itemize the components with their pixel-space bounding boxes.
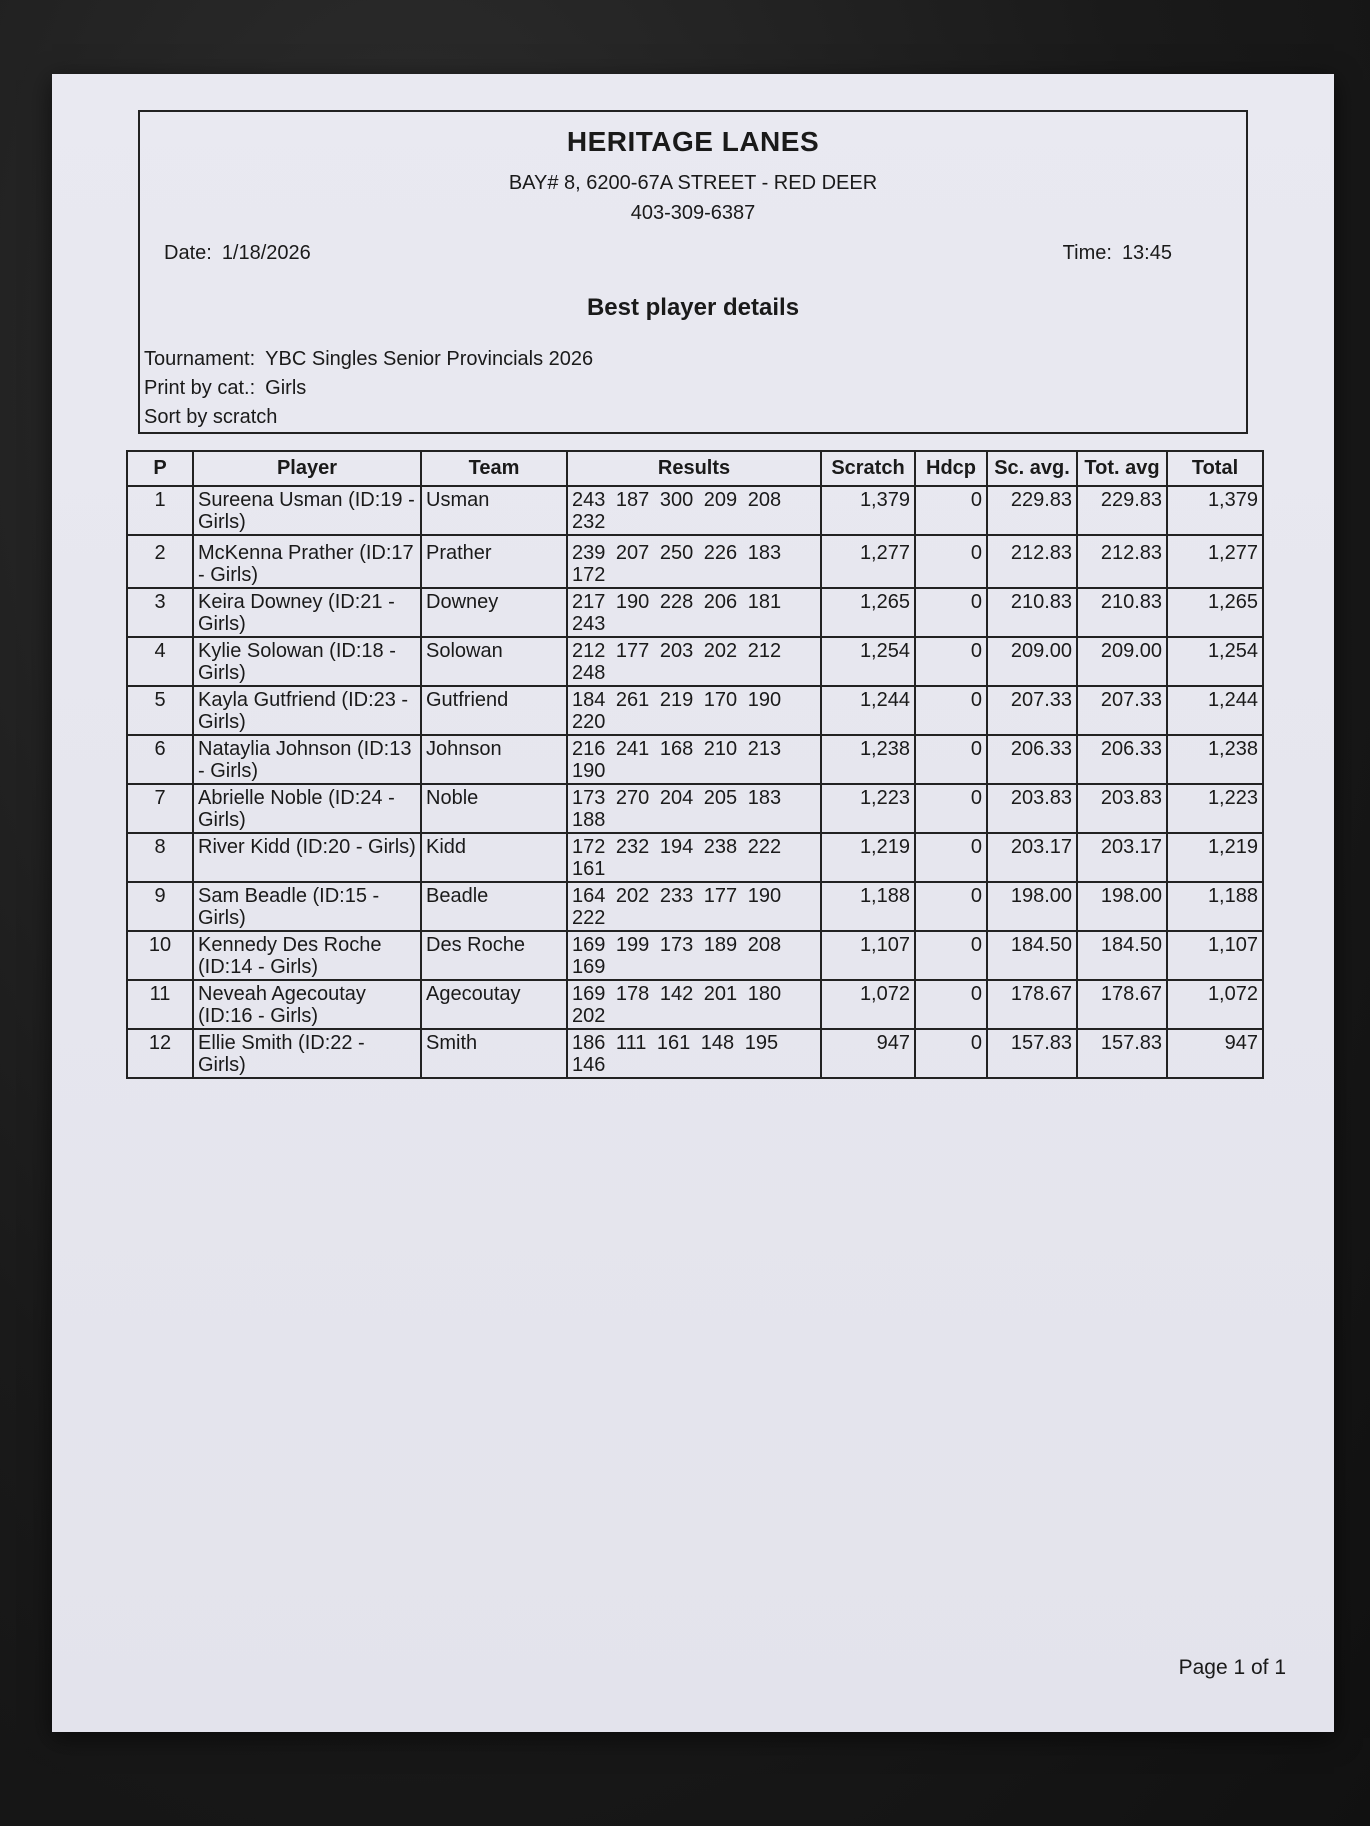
position-cell: 2 [127,535,193,588]
scratch-cell: 1,265 [821,588,915,637]
position-cell: 7 [127,784,193,833]
team-cell: Usman [421,486,567,535]
total-cell: 1,223 [1167,784,1263,833]
total-cell: 1,254 [1167,637,1263,686]
venue-name: HERITAGE LANES [566,126,820,157]
team-cell: Beadle [421,882,567,931]
results-cell: 243 187 300 209 208 232 [567,486,821,535]
page-number: Page 1 of 1 [1178,1656,1286,1679]
total-average-cell: 209.00 [1077,637,1167,686]
total-average-cell: 203.83 [1077,784,1167,833]
column-header-tot-avg: Tot. avg [1077,451,1167,486]
scratch-average-cell: 203.17 [987,833,1077,882]
hdcp-cell: 0 [915,833,987,882]
report-time [1063,242,1172,265]
position-cell: 4 [127,637,193,686]
table-row [127,735,1263,784]
team-cell: Des Roche [421,931,567,980]
player-cell: Keira Downey (ID:21 - Girls) [193,588,421,637]
scratch-cell: 1,219 [821,833,915,882]
team-cell: Smith [421,1029,567,1078]
player-cell: Kennedy Des Roche (ID:14 - Girls) [193,931,421,980]
team-cell: Johnson [421,735,567,784]
scratch-average-cell: 209.00 [987,637,1077,686]
position-cell: 8 [127,833,193,882]
player-cell: Sam Beadle (ID:15 - Girls) [193,882,421,931]
scratch-average-cell: 229.83 [987,486,1077,535]
scratch-cell: 1,223 [821,784,915,833]
hdcp-cell: 0 [915,784,987,833]
printed-report-page [52,74,1334,1732]
scratch-average-cell: 203.83 [987,784,1077,833]
results-cell: 216 241 168 210 213 190 [567,735,821,784]
player-cell: River Kidd (ID:20 - Girls) [193,833,421,882]
player-cell: Abrielle Noble (ID:24 - Girls) [193,784,421,833]
hdcp-cell: 0 [915,882,987,931]
team-cell: Noble [421,784,567,833]
report-header [138,110,1248,434]
total-average-cell: 212.83 [1077,535,1167,588]
scratch-average-cell: 212.83 [987,535,1077,588]
results-cell: 184 261 219 170 190 220 [567,686,821,735]
sort-line: Sort by scratch [144,406,278,428]
scratch-average-cell: 157.83 [987,1029,1077,1078]
total-cell: 1,188 [1167,882,1263,931]
scratch-cell: 1,188 [821,882,915,931]
scratch-cell: 1,379 [821,486,915,535]
results-cell: 169 199 173 189 208 169 [567,931,821,980]
team-cell: Gutfriend [421,686,567,735]
position-cell: 9 [127,882,193,931]
table-row [127,931,1263,980]
position-cell: 5 [127,686,193,735]
team-cell: Solowan [421,637,567,686]
player-cell: Sureena Usman (ID:19 - Girls) [193,486,421,535]
date-value: 1/18/2026 [221,242,311,264]
results-cell: 186 111 161 148 195 146 [567,1029,821,1078]
total-cell: 1,244 [1167,686,1263,735]
total-cell: 1,379 [1167,486,1263,535]
hdcp-cell: 0 [915,637,987,686]
time-label: Time: [1062,242,1112,264]
player-cell: McKenna Prather (ID:17 - Girls) [193,535,421,588]
table-row [127,588,1263,637]
results-cell: 164 202 233 177 190 222 [567,882,821,931]
results-table [126,450,1264,1079]
table-row [127,882,1263,931]
tournament-line [144,348,593,371]
scratch-average-cell: 206.33 [987,735,1077,784]
scratch-average-cell: 207.33 [987,686,1077,735]
total-cell: 1,107 [1167,931,1263,980]
total-average-cell: 198.00 [1077,882,1167,931]
total-cell: 1,265 [1167,588,1263,637]
scratch-cell: 1,277 [821,535,915,588]
category-line [144,377,306,400]
hdcp-cell: 0 [915,735,987,784]
tournament-name: YBC Singles Senior Provincials 2026 [265,348,594,370]
position-cell: 3 [127,588,193,637]
table-row [127,784,1263,833]
player-cell: Kayla Gutfriend (ID:23 - Girls) [193,686,421,735]
position-cell: 11 [127,980,193,1029]
hdcp-cell: 0 [915,931,987,980]
total-cell: 1,238 [1167,735,1263,784]
team-cell: Prather [421,535,567,588]
column-header-sc-avg: Sc. avg. [987,451,1077,486]
position-cell: 10 [127,931,193,980]
total-average-cell: 203.17 [1077,833,1167,882]
column-header-results: Results [567,451,821,486]
scratch-average-cell: 184.50 [987,931,1077,980]
total-average-cell: 157.83 [1077,1029,1167,1078]
scratch-cell: 1,238 [821,735,915,784]
results-cell: 169 178 142 201 180 202 [567,980,821,1029]
report-title: Best player details [586,294,800,321]
column-header-hdcp: Hdcp [915,451,987,486]
team-cell: Kidd [421,833,567,882]
results-cell: 212 177 203 202 212 248 [567,637,821,686]
table-row [127,1029,1263,1078]
column-header-player: Player [193,451,421,486]
report-date [164,242,311,265]
total-cell: 1,072 [1167,980,1263,1029]
table-row [127,980,1263,1029]
results-cell: 239 207 250 226 183 172 [567,535,821,588]
total-average-cell: 178.67 [1077,980,1167,1029]
table-row [127,637,1263,686]
scratch-cell: 1,244 [821,686,915,735]
position-cell: 1 [127,486,193,535]
hdcp-cell: 0 [915,535,987,588]
hdcp-cell: 0 [915,588,987,637]
hdcp-cell: 0 [915,686,987,735]
table-row [127,833,1263,882]
player-cell: Ellie Smith (ID:22 - Girls) [193,1029,421,1078]
position-cell: 12 [127,1029,193,1078]
results-cell: 172 232 194 238 222 161 [567,833,821,882]
player-cell: Kylie Solowan (ID:18 - Girls) [193,637,421,686]
column-header-total: Total [1167,451,1263,486]
table-row [127,535,1263,588]
column-header-team: Team [421,451,567,486]
tournament-label: Tournament: [144,348,256,370]
scratch-average-cell: 178.67 [987,980,1077,1029]
player-cell: Neveah Agecoutay (ID:16 - Girls) [193,980,421,1029]
player-cell: Nataylia Johnson (ID:13 - Girls) [193,735,421,784]
hdcp-cell: 0 [915,486,987,535]
table-row [127,686,1263,735]
time-value: 13:45 [1121,242,1172,264]
category-label: Print by cat.: [144,377,256,399]
column-header-scratch: Scratch [821,451,915,486]
total-average-cell: 206.33 [1077,735,1167,784]
team-cell: Downey [421,588,567,637]
scratch-cell: 1,072 [821,980,915,1029]
results-cell: 173 270 204 205 183 188 [567,784,821,833]
column-header-position: P [127,451,193,486]
table-header-row [127,451,1263,486]
hdcp-cell: 0 [915,980,987,1029]
date-label: Date: [164,242,212,264]
table-row [127,486,1263,535]
scratch-cell: 947 [821,1029,915,1078]
scratch-average-cell: 198.00 [987,882,1077,931]
total-cell: 947 [1167,1029,1263,1078]
hdcp-cell: 0 [915,1029,987,1078]
scratch-average-cell: 210.83 [987,588,1077,637]
total-average-cell: 210.83 [1077,588,1167,637]
total-average-cell: 229.83 [1077,486,1167,535]
venue-phone: 403-309-6387 [630,202,756,224]
category-value: Girls [265,377,307,399]
total-average-cell: 207.33 [1077,686,1167,735]
results-cell: 217 190 228 206 181 243 [567,588,821,637]
position-cell: 6 [127,735,193,784]
venue-address: BAY# 8, 6200-67A STREET - RED DEER [508,172,878,194]
total-cell: 1,219 [1167,833,1263,882]
total-average-cell: 184.50 [1077,931,1167,980]
scratch-cell: 1,254 [821,637,915,686]
results-table-body [127,486,1263,1078]
total-cell: 1,277 [1167,535,1263,588]
scratch-cell: 1,107 [821,931,915,980]
team-cell: Agecoutay [421,980,567,1029]
